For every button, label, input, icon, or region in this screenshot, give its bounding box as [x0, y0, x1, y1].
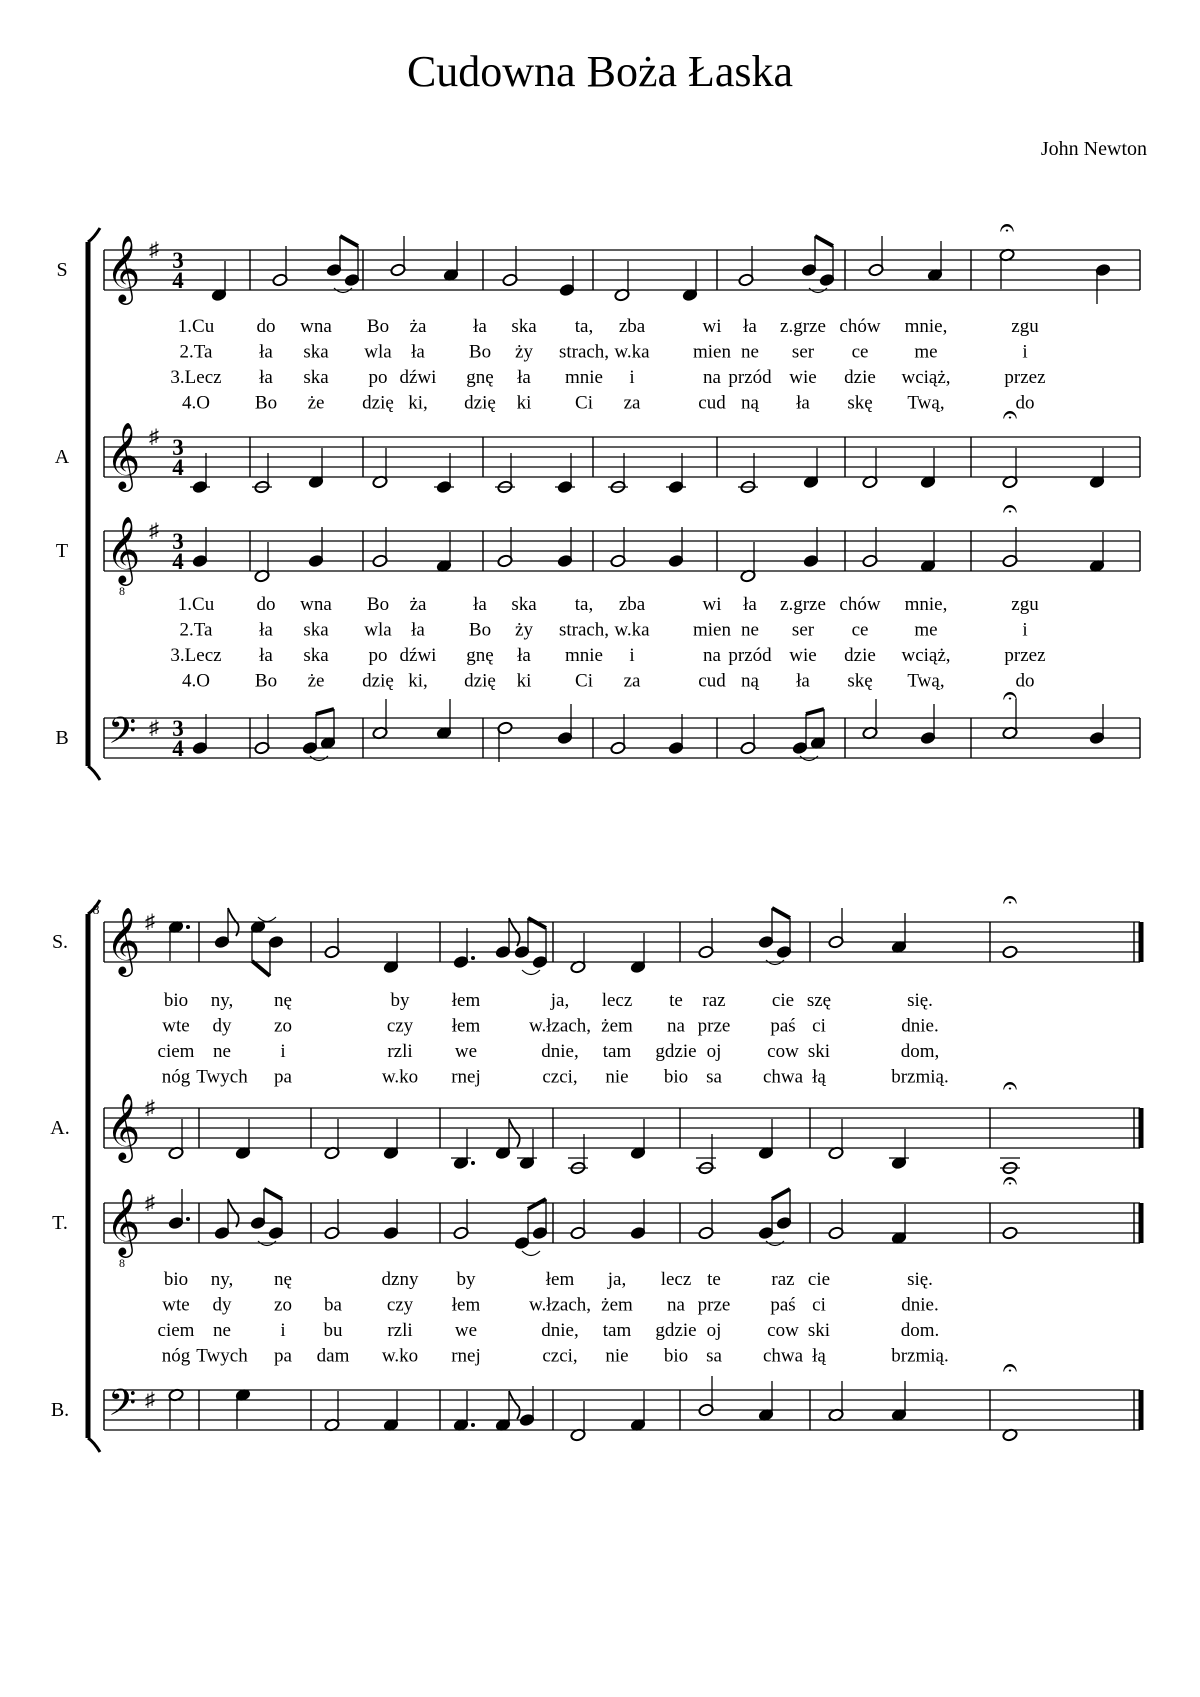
- treble-clef-icon: 𝄞: [106, 1189, 141, 1254]
- lyric-syllable: Bo: [254, 392, 278, 414]
- lyric-syllable: Twych: [196, 1345, 248, 1367]
- lyric-syllable: wi: [702, 316, 722, 337]
- lyric-syllable: chów: [839, 594, 881, 615]
- lyric-syllable: by: [456, 1269, 476, 1290]
- sharp-icon: ♯: [145, 1192, 155, 1214]
- lyric-syllable: za: [623, 392, 641, 414]
- lyric-syllable: przód: [728, 367, 772, 388]
- lyric-syllable: dźwi: [399, 645, 437, 666]
- lyric-syllable: ne: [741, 341, 759, 363]
- lyric-syllable: lecz: [601, 990, 633, 1011]
- lyric-syllable: Twą,: [907, 670, 945, 692]
- lyric-syllable: 4.O: [182, 392, 210, 414]
- lyric-syllable: ska: [303, 341, 329, 363]
- lyric-syllable: łą: [812, 1345, 826, 1367]
- lyric-syllable: me: [914, 619, 938, 641]
- lyric-syllable: ci: [812, 1294, 826, 1316]
- lyric-syllable: Bo: [366, 594, 390, 615]
- lyric-syllable: i: [629, 645, 635, 666]
- lyric-syllable: czy: [386, 1015, 414, 1037]
- fermata-icon: 𝄐: [1002, 1166, 1018, 1195]
- lyric-syllable: ży: [515, 341, 533, 363]
- lyric-syllable: wla: [364, 619, 392, 641]
- beam: [806, 709, 824, 714]
- lyric-syllable: w.łzach,: [528, 1294, 592, 1316]
- lyric-syllable: dom,: [900, 1041, 940, 1062]
- lyric-syllable: żem: [601, 1294, 633, 1316]
- staff-label: S.: [51, 931, 69, 953]
- lyric-syllable: ła: [259, 645, 273, 666]
- lyric-syllable: ła: [473, 316, 487, 337]
- lyric-syllable: gdzie: [655, 1320, 697, 1341]
- lyric-syllable: przez: [1004, 367, 1046, 388]
- sharp-icon: ♯: [149, 426, 159, 448]
- lyric-syllable: sa: [706, 1345, 722, 1367]
- lyric-syllable: Ci: [575, 392, 593, 414]
- lyric-syllable: ce: [851, 341, 869, 363]
- lyric-syllable: przód: [728, 645, 772, 666]
- bass-clef-icon: 𝄢: [108, 1383, 137, 1432]
- fermata-icon: 𝄐: [1002, 494, 1018, 523]
- lyric-syllable: zgu: [1011, 594, 1039, 615]
- lyric-syllable: dzie: [844, 645, 876, 666]
- measure-number: 8: [92, 903, 100, 918]
- lyric-syllable: brzmią.: [891, 1066, 949, 1088]
- lyric-syllable: ki,: [408, 670, 428, 692]
- lyric-syllable: wciąż,: [901, 645, 951, 666]
- beam: [252, 961, 270, 976]
- bass-clef-icon: 𝄢: [108, 711, 137, 760]
- lyric-syllable: dzię: [464, 670, 496, 692]
- lyric-syllable: w.ko: [381, 1345, 419, 1367]
- sharp-icon: ♯: [149, 717, 159, 739]
- lyric-syllable: z.grze: [780, 316, 826, 337]
- lyric-syllable: ski: [807, 1041, 831, 1062]
- fermata-icon: 𝄐: [999, 213, 1015, 242]
- lyric-syllable: strach,: [558, 341, 610, 363]
- lyric-syllable: wna: [300, 316, 332, 337]
- lyric-syllable: zgu: [1011, 316, 1039, 337]
- lyric-syllable: szę: [806, 990, 832, 1011]
- note-flag: [509, 1119, 520, 1147]
- lyric-syllable: wte: [162, 1015, 190, 1037]
- lyric-syllable: w.ka: [614, 619, 650, 641]
- lyric-syllable: ta,: [574, 316, 594, 337]
- lyric-syllable: wte: [162, 1294, 190, 1316]
- octave-marker: 8: [119, 1256, 125, 1270]
- lyric-syllable: prze: [697, 1294, 731, 1316]
- lyric-syllable: ki,: [408, 392, 428, 414]
- lyric-syllable: na: [667, 1294, 685, 1316]
- lyric-syllable: brzmią.: [891, 1345, 949, 1367]
- lyric-syllable: nóg: [161, 1066, 191, 1088]
- lyric-syllable: ła: [473, 594, 487, 615]
- lyric-syllable: łem: [545, 1269, 575, 1290]
- lyric-syllable: tam: [602, 1041, 632, 1062]
- lyric-syllable: się.: [907, 990, 933, 1011]
- lyric-syllable: ny,: [210, 990, 234, 1011]
- lyric-syllable: ła: [796, 392, 810, 414]
- lyric-syllable: ła: [517, 367, 531, 388]
- staff-label: A.: [50, 1117, 70, 1139]
- lyric-syllable: we: [454, 1320, 478, 1341]
- time-signature-denominator: 4: [172, 736, 184, 761]
- fermata-icon: 𝄐: [1002, 1071, 1018, 1100]
- lyric-syllable: pa: [274, 1066, 292, 1088]
- lyric-syllable: 1.Cu: [177, 316, 215, 337]
- sharp-icon: ♯: [149, 520, 159, 542]
- sharp-icon: ♯: [149, 239, 159, 261]
- lyric-syllable: dy: [212, 1294, 232, 1316]
- staff-label: S: [56, 259, 68, 281]
- lyric-syllable: ła: [259, 619, 273, 641]
- lyric-syllable: Bo: [366, 316, 390, 337]
- treble-clef-icon: 𝄞: [106, 423, 141, 488]
- lyric-syllable: skę: [847, 670, 873, 692]
- lyric-syllable: oj: [706, 1320, 722, 1341]
- lyric-syllable: gnę: [466, 645, 494, 666]
- lyric-syllable: ża: [409, 316, 427, 337]
- lyric-syllable: ciem: [157, 1320, 195, 1341]
- lyric-syllable: cow: [767, 1320, 799, 1341]
- fermata-icon: 𝄐: [1002, 885, 1018, 914]
- lyric-syllable: ki: [516, 670, 532, 692]
- beam: [340, 236, 358, 246]
- lyric-syllable: ci: [812, 1015, 826, 1037]
- lyric-syllable: ja,: [607, 1269, 627, 1290]
- system-2: [50, 885, 1141, 1452]
- lyric-syllable: pa: [274, 1345, 292, 1367]
- lyric-syllable: ser: [791, 619, 815, 641]
- lyric-syllable: ska: [511, 594, 537, 615]
- lyric-syllable: raz: [702, 990, 726, 1011]
- slur: [522, 1251, 540, 1256]
- slur: [258, 917, 276, 922]
- lyric-syllable: we: [454, 1041, 478, 1062]
- fermata-icon: 𝄐: [1002, 1353, 1018, 1382]
- lyric-syllable: nę: [274, 990, 292, 1011]
- lyric-syllable: 2.Ta: [179, 341, 213, 363]
- lyric-syllable: sa: [706, 1066, 722, 1088]
- lyric-syllable: żem: [601, 1015, 633, 1037]
- lyric-syllable: czy: [386, 1294, 414, 1316]
- lyric-syllable: cie: [771, 990, 795, 1011]
- lyric-syllable: do: [1015, 670, 1035, 692]
- lyric-syllable: zo: [274, 1294, 292, 1316]
- lyric-syllable: 3.Lecz: [170, 367, 222, 388]
- lyric-syllable: mnie: [565, 645, 603, 666]
- bracket-hook: [88, 228, 100, 242]
- lyric-syllable: ki: [516, 392, 532, 414]
- beam: [815, 236, 833, 246]
- lyric-syllable: chwa: [762, 1066, 804, 1088]
- lyric-syllable: strach,: [558, 619, 610, 641]
- lyric-syllable: ła: [411, 341, 425, 363]
- lyric-syllable: ła: [411, 619, 425, 641]
- lyric-syllable: zba: [618, 594, 646, 615]
- lyric-syllable: ska: [303, 367, 329, 388]
- lyric-syllable: wna: [300, 594, 332, 615]
- lyric-syllable: na: [667, 1015, 685, 1037]
- time-signature-numerator: 3: [172, 529, 184, 554]
- staff-label: T: [55, 540, 69, 562]
- lyric-syllable: dnie,: [541, 1320, 579, 1341]
- lyric-syllable: dzie: [844, 367, 876, 388]
- staff-label: B: [55, 727, 69, 749]
- lyric-syllable: cud: [698, 392, 726, 414]
- lyric-syllable: raz: [771, 1269, 795, 1290]
- lyric-syllable: ska: [303, 619, 329, 641]
- lyric-syllable: ła: [517, 645, 531, 666]
- system-1: [55, 213, 1140, 780]
- lyric-syllable: ska: [303, 645, 329, 666]
- note-flag: [509, 1391, 520, 1419]
- lyric-syllable: te: [669, 990, 683, 1011]
- lyric-syllable: ła: [743, 316, 757, 337]
- lyric-syllable: gnę: [466, 367, 494, 388]
- lyric-syllable: rzli: [387, 1320, 413, 1341]
- lyric-syllable: dnie.: [901, 1294, 939, 1316]
- lyric-syllable: zba: [618, 316, 646, 337]
- sharp-icon: ♯: [145, 1097, 155, 1119]
- beam: [772, 1189, 790, 1199]
- lyric-syllable: ża: [409, 594, 427, 615]
- lyric-syllable: ła: [743, 594, 757, 615]
- lyric-syllable: gdzie: [655, 1041, 697, 1062]
- lyric-syllable: bio: [163, 990, 189, 1011]
- treble-clef-icon: 𝄞: [106, 1094, 141, 1159]
- lyric-syllable: dzię: [362, 670, 394, 692]
- treble-clef-icon: 𝄞: [106, 236, 141, 301]
- lyric-syllable: bu: [323, 1320, 343, 1341]
- lyric-syllable: wie: [789, 645, 817, 666]
- lyric-syllable: rnej: [451, 1345, 481, 1367]
- beam: [528, 918, 546, 928]
- time-signature-numerator: 3: [172, 248, 184, 273]
- lyric-syllable: ła: [259, 367, 273, 388]
- lyric-syllable: te: [707, 1269, 721, 1290]
- lyric-syllable: skę: [847, 392, 873, 414]
- lyric-syllable: bio: [663, 1345, 689, 1367]
- lyric-syllable: ny,: [210, 1269, 234, 1290]
- lyric-syllable: ła: [796, 670, 810, 692]
- beam: [528, 1199, 546, 1209]
- lyric-syllable: łem: [451, 1294, 481, 1316]
- lyric-syllable: 1.Cu: [177, 594, 215, 615]
- beam: [264, 1189, 282, 1199]
- lyric-syllable: dnie.: [901, 1015, 939, 1037]
- lyric-syllable: do: [256, 316, 276, 337]
- time-signature-numerator: 3: [172, 435, 184, 460]
- lyric-syllable: mnie: [565, 367, 603, 388]
- lyric-syllable: czci,: [542, 1345, 578, 1367]
- lyric-syllable: w.ko: [381, 1066, 419, 1088]
- lyric-syllable: wciąż,: [901, 367, 951, 388]
- lyric-syllable: nie: [605, 1066, 629, 1088]
- lyric-syllable: dy: [212, 1015, 232, 1037]
- lyric-syllable: Bo: [468, 619, 492, 641]
- lyric-syllable: za: [623, 670, 641, 692]
- treble-clef-icon: 𝄞: [106, 908, 141, 973]
- lyric-syllable: ną: [741, 392, 759, 414]
- lyric-syllable: 2.Ta: [179, 619, 213, 641]
- lyric-syllable: ciem: [157, 1041, 195, 1062]
- lyric-syllable: do: [1015, 392, 1035, 414]
- lyric-syllable: i: [1022, 341, 1028, 363]
- time-signature-numerator: 3: [172, 716, 184, 741]
- lyric-syllable: łą: [812, 1066, 826, 1088]
- lyric-syllable: dom.: [900, 1320, 940, 1341]
- lyric-syllable: czci,: [542, 1066, 578, 1088]
- lyric-syllable: że: [307, 392, 325, 414]
- lyric-syllable: po: [368, 367, 388, 388]
- lyric-syllable: do: [256, 594, 276, 615]
- lyric-syllable: ne: [741, 619, 759, 641]
- bracket-hook: [88, 766, 100, 780]
- lyric-syllable: wi: [702, 594, 722, 615]
- lyric-syllable: oj: [706, 1041, 722, 1062]
- lyric-syllable: Twych: [196, 1066, 248, 1088]
- augmentation-dot: [186, 925, 190, 929]
- time-signature-denominator: 4: [172, 455, 184, 480]
- lyric-syllable: rzli: [387, 1041, 413, 1062]
- lyric-syllable: dnie,: [541, 1041, 579, 1062]
- lyric-syllable: tam: [602, 1320, 632, 1341]
- lyric-syllable: zo: [274, 1015, 292, 1037]
- lyric-syllable: lecz: [660, 1269, 692, 1290]
- time-signature-denominator: 4: [172, 549, 184, 574]
- lyric-syllable: Bo: [254, 670, 278, 692]
- lyric-syllable: cow: [767, 1041, 799, 1062]
- lyric-syllable: chów: [839, 316, 881, 337]
- lyric-syllable: łem: [451, 1015, 481, 1037]
- lyric-syllable: ta,: [574, 594, 594, 615]
- lyric-syllable: nie: [605, 1345, 629, 1367]
- fermata-icon: 𝄐: [1002, 681, 1018, 710]
- lyric-syllable: ser: [791, 341, 815, 363]
- lyric-syllable: ne: [213, 1320, 231, 1341]
- lyric-syllable: dźwi: [399, 367, 437, 388]
- lyric-syllable: rnej: [451, 1066, 481, 1088]
- lyric-syllable: i: [280, 1041, 286, 1062]
- lyric-syllable: ja,: [550, 990, 570, 1011]
- lyric-syllable: nóg: [161, 1345, 191, 1367]
- lyric-syllable: dam: [316, 1345, 350, 1367]
- lyric-syllable: na: [703, 367, 721, 388]
- note-head: [1002, 945, 1018, 959]
- beam: [316, 709, 334, 714]
- lyric-syllable: wla: [364, 341, 392, 363]
- lyric-syllable: wie: [789, 367, 817, 388]
- augmentation-dot: [186, 1217, 190, 1221]
- lyric-syllable: dzię: [362, 392, 394, 414]
- lyric-syllable: by: [390, 990, 410, 1011]
- lyric-syllable: dzię: [464, 392, 496, 414]
- octave-marker: 8: [119, 584, 125, 598]
- lyric-syllable: i: [629, 367, 635, 388]
- lyric-syllable: paś: [770, 1015, 796, 1037]
- time-signature-denominator: 4: [172, 268, 184, 293]
- lyric-syllable: ba: [324, 1294, 342, 1316]
- lyric-syllable: bio: [163, 1269, 189, 1290]
- lyric-syllable: cie: [807, 1269, 831, 1290]
- lyric-syllable: mnie,: [904, 594, 948, 615]
- lyric-syllable: Bo: [468, 341, 492, 363]
- bracket-hook: [88, 1438, 100, 1452]
- lyric-syllable: na: [703, 645, 721, 666]
- lyric-syllable: ska: [511, 316, 537, 337]
- slur: [522, 970, 540, 975]
- lyric-syllable: ce: [851, 619, 869, 641]
- lyric-syllable: z.grze: [780, 594, 826, 615]
- lyric-syllable: ła: [259, 341, 273, 363]
- staff-label: A: [54, 446, 70, 468]
- lyric-syllable: 4.O: [182, 670, 210, 692]
- lyric-syllable: dzny: [381, 1269, 419, 1290]
- lyric-syllable: Ci: [575, 670, 593, 692]
- lyric-syllable: przez: [1004, 645, 1046, 666]
- fermata-icon: 𝄐: [1002, 400, 1018, 429]
- score-title: Cudowna Boża Łaska: [406, 47, 794, 96]
- lyric-syllable: Twą,: [907, 392, 945, 414]
- lyric-syllable: me: [914, 341, 938, 363]
- augmentation-dot: [471, 1161, 475, 1165]
- lyric-syllable: i: [280, 1320, 286, 1341]
- lyric-syllable: bio: [663, 1066, 689, 1088]
- beam: [772, 908, 790, 918]
- staff-label: B.: [50, 1399, 70, 1421]
- lyric-syllable: ną: [741, 670, 759, 692]
- sharp-icon: ♯: [145, 1389, 155, 1411]
- lyric-syllable: się.: [907, 1269, 933, 1290]
- augmentation-dot: [471, 1423, 475, 1427]
- lyric-syllable: w.łzach,: [528, 1015, 592, 1037]
- lyric-syllable: paś: [770, 1294, 796, 1316]
- lyric-syllable: po: [368, 645, 388, 666]
- lyric-syllable: mien: [693, 619, 731, 641]
- lyric-syllable: mnie,: [904, 316, 948, 337]
- lyric-syllable: ży: [515, 619, 533, 641]
- lyric-syllable: łem: [451, 990, 481, 1011]
- lyric-syllable: 3.Lecz: [170, 645, 222, 666]
- lyric-syllable: chwa: [762, 1345, 804, 1367]
- lyric-syllable: że: [307, 670, 325, 692]
- lyric-syllable: prze: [697, 1015, 731, 1037]
- lyric-syllable: mien: [693, 341, 731, 363]
- lyric-syllable: ski: [807, 1320, 831, 1341]
- lyric-syllable: cud: [698, 670, 726, 692]
- augmentation-dot: [471, 956, 475, 960]
- lyric-syllable: ne: [213, 1041, 231, 1062]
- lyric-syllable: nę: [274, 1269, 292, 1290]
- lyric-syllable: w.ka: [614, 341, 650, 363]
- note-head: [1002, 1226, 1018, 1240]
- composer-credit: John Newton: [1040, 138, 1147, 160]
- treble-clef-icon: 𝄞: [106, 517, 141, 582]
- staff-label: T.: [52, 1212, 68, 1234]
- sharp-icon: ♯: [145, 911, 155, 933]
- lyric-syllable: i: [1022, 619, 1028, 641]
